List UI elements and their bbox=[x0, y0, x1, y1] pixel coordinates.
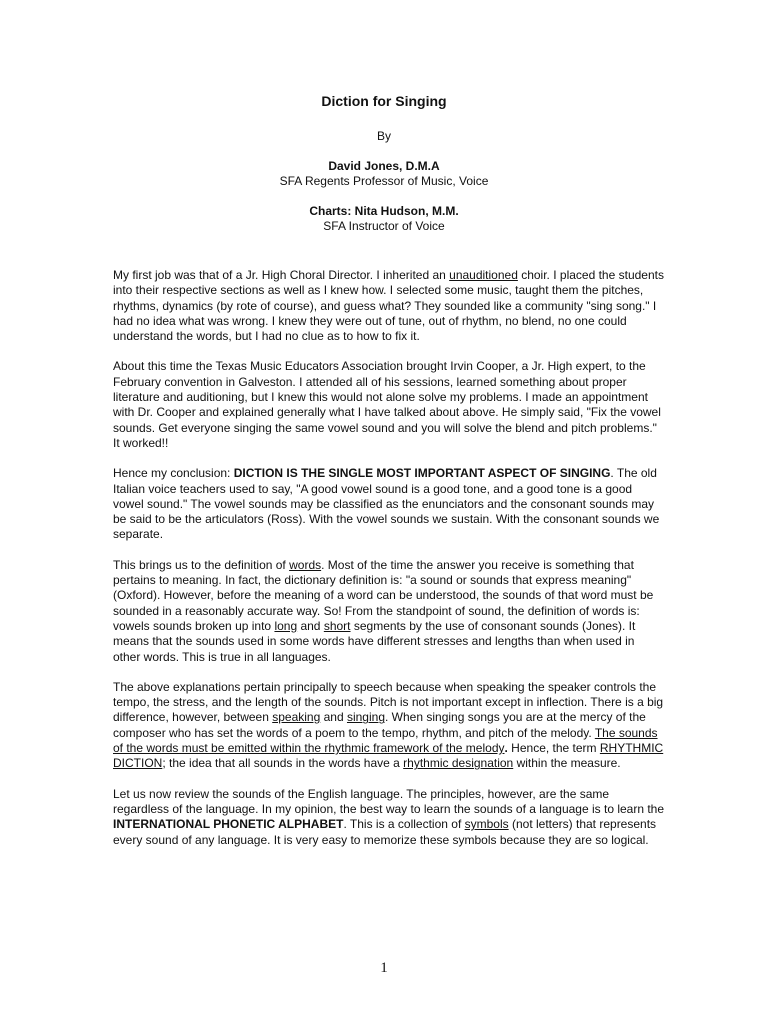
underlined-text: unauditioned bbox=[449, 268, 518, 282]
text-run: My first job was that of a Jr. High Choral Director. I inherited an bbox=[113, 268, 450, 282]
underlined-text: long bbox=[274, 618, 298, 633]
underlined-text: symbols bbox=[464, 817, 509, 832]
paragraph-6 bbox=[113, 787, 665, 848]
text-run: Hence, the term bbox=[507, 741, 600, 756]
text-run: (not letters) that represents every sound of any language. It is very easy to memorize these symbols because they are so logical. bbox=[113, 817, 657, 847]
bold-text: DICTION IS THE SINGLE MOST IMPORTANT ASPECT OF SINGING bbox=[233, 466, 611, 481]
text-run: About this time the Texas Music Educators Association brought Irvin Cooper, a Jr. High expert, to the February convention in Galveston. I attended all of his sessions, learned something about proper literature and auditioning, but I knew this would not alone solve my problems. I made an appointment with Dr. Cooper and explained generally what I have talked about above. He simply said, "Fix the vowel sounds. Get everyone singing the same vowel sound and you will solve the blend and pitch problems." It worked!! bbox=[113, 359, 661, 450]
bold-text: INTERNATIONAL PHONETIC ALPHABET bbox=[113, 817, 344, 832]
paragraph-5 bbox=[113, 680, 665, 772]
text-run: . When singing songs you are at the mercy of the composer who has set the words of a poem to the tempo, rhythm, and pitch of the melody. bbox=[113, 710, 646, 740]
charts-credit: Charts: Nita Hudson, M.M. bbox=[309, 204, 459, 218]
underlined-text: RHYTHMIC DICTION bbox=[113, 741, 664, 771]
text-run: . The old Italian voice teachers used to say, "A good vowel sound is a good tone, and a good tone is a good vowel sound." The vowel sounds may be classified as the enunciators and the consonant sounds may be said to be the articulators (Ross). With the vowel sounds we sustain. With the consonant sounds we separate. bbox=[113, 466, 660, 542]
charts-role: SFA Instructor of Voice bbox=[323, 219, 445, 233]
underlined-text: singing bbox=[346, 710, 385, 725]
page-title: Diction for Singing bbox=[321, 93, 447, 109]
author-role: SFA Regents Professor of Music, Voice bbox=[279, 174, 489, 188]
text-run: The above explanations pertain principally to speech because when speaking the speaker controls the tempo, the stress, and the length of the sounds. Pitch is not important except in inflection. There is a big difference, however, between bbox=[113, 679, 664, 725]
underlined-text: speaking bbox=[272, 710, 321, 725]
paragraph-1 bbox=[113, 268, 665, 344]
underlined-text: rhythmic designation bbox=[403, 756, 514, 771]
underlined-text: short bbox=[323, 618, 351, 633]
paragraph-4 bbox=[113, 558, 665, 665]
bold-text: . bbox=[504, 741, 508, 756]
underlined-text: words bbox=[289, 557, 322, 572]
underlined-text: The sounds of the words must be emitted within the rhythmic framework of the melody bbox=[113, 725, 658, 756]
page-number: 1 bbox=[380, 960, 388, 976]
text-run: choir. I placed the students into their respective sections as well as I knew how. I selected some music, taught them the pitches, rhythms, dynamics (by rote of course), and guess what? They sounded like a community "sing song." I had no idea what was wrong. I knew they were out of tune, out of rhythm, no blend, no one could understand the words, but I had no clue as to how to fix it. bbox=[113, 268, 664, 344]
text-run: Let us now review the sounds of the English language. The principles, however, are the same regardless of the language. In my opinion, the best way to learn the sounds of a language is to learn the bbox=[113, 786, 665, 816]
author-name: David Jones, D.M.A bbox=[328, 159, 440, 173]
by-line: By bbox=[376, 129, 391, 143]
text-run: segments by the use of consonant sounds (Jones). It means that the sounds used in some words have different stresses and lengths than when used in other words. This is true in all languages. bbox=[113, 618, 636, 664]
text-run: Hence my conclusion: bbox=[113, 466, 234, 481]
text-run: . Most of the time the answer you receive is something that pertains to meaning. In fact, the dictionary definition is: "a sound or sounds that express meaning" (Oxford). However, before the meaning of a word can be understood, the sounds of that word must be sounded in a reasonably accurate way. So! From the standpoint of sound, the definition of words is: vowels sounds broken up into bbox=[113, 557, 654, 633]
text-run: . This is a collection of bbox=[343, 817, 465, 832]
paragraph-2 bbox=[113, 359, 665, 451]
text-run: ; the idea that all sounds in the words have a bbox=[162, 756, 404, 771]
body-text bbox=[113, 268, 665, 863]
text-run: and bbox=[320, 710, 347, 725]
text-run: and bbox=[297, 618, 324, 633]
paragraph-3 bbox=[113, 466, 665, 542]
text-run: This brings us to the definition of bbox=[113, 557, 290, 572]
text-run: within the measure. bbox=[513, 756, 621, 771]
